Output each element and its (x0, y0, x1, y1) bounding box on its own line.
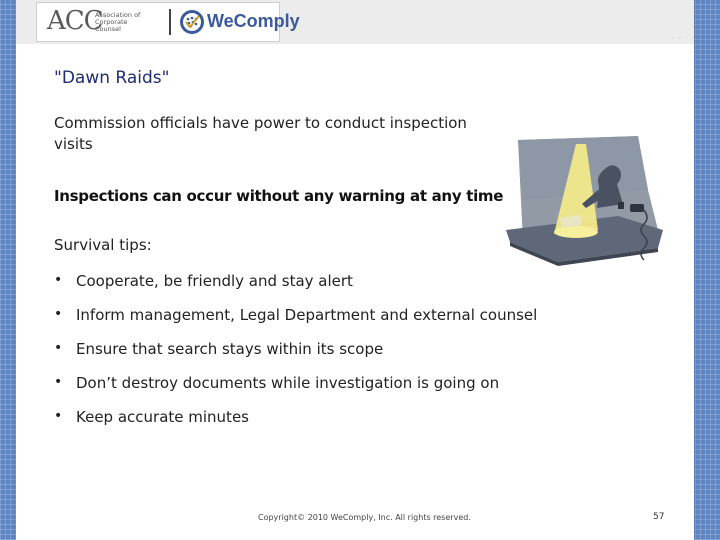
slide-title: "Dawn Raids" (54, 68, 170, 88)
list-item: • Keep accurate minutes (54, 408, 249, 426)
page-number: 57 (653, 512, 665, 522)
bullet-icon: • (54, 408, 63, 424)
bullet-icon: • (54, 340, 63, 356)
list-item: • Inform management, Legal Department and external counsel (54, 306, 538, 324)
acc-subtitle: Association of Corporate Counsel (95, 11, 141, 33)
copyright-footer: Copyright© 2010 WeComply, Inc. All rights reserved. (258, 513, 471, 522)
logo-divider (169, 9, 171, 35)
logo-banner (36, 2, 300, 42)
dawn-raid-illustration (498, 130, 668, 270)
wecomply-logo-icon (179, 9, 205, 35)
bullet-icon: • (54, 272, 63, 288)
survival-tips-heading: Survival tips: (54, 236, 152, 254)
list-item: • Cooperate, be friendly and stay alert (54, 272, 353, 290)
decorative-dots: · · · (671, 34, 689, 43)
slide (16, 0, 694, 540)
paragraph-no-warning: Inspections can occur without any warning at any time (54, 187, 504, 205)
bullet-icon: • (54, 306, 63, 322)
survival-tips-list (54, 272, 537, 442)
paragraph-inspection-visits: Commission officials have power to conduct inspection visits (54, 114, 467, 153)
bullet-icon: • (54, 374, 63, 390)
list-item: • Ensure that search stays within its scope (54, 340, 384, 358)
list-item: • Don’t destroy documents while investigation is going on (54, 374, 500, 392)
wecomply-wordmark: WeComply (207, 11, 300, 31)
acc-logo: ACC (47, 6, 103, 36)
